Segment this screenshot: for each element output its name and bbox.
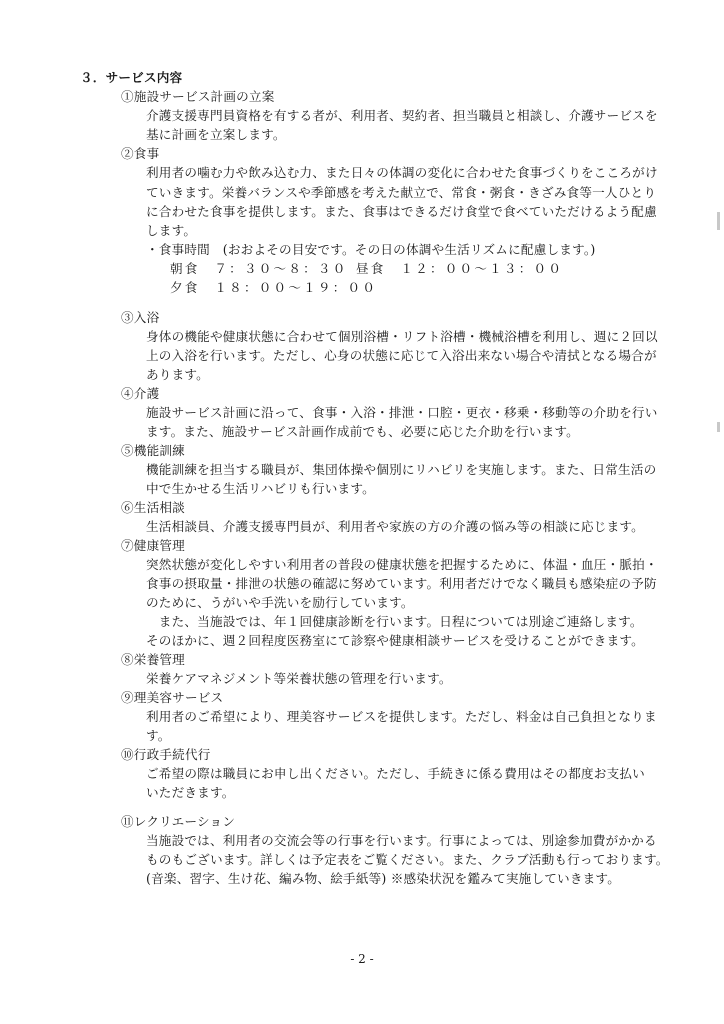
- item-heading-consultation: ⑥生活相談: [121, 500, 185, 515]
- item-text-line: す。: [146, 728, 171, 743]
- item-text-line: いただきます。: [146, 785, 235, 800]
- item-text-line: のために、うがいや手洗いを励行しています。: [146, 595, 414, 610]
- item-text-line: 利用者のご希望により、理美容サービスを提供します。ただし、料金は自己負担となりま: [146, 709, 657, 724]
- item-text-line: 栄養ケアマネジメント等栄養状態の管理を行います。: [146, 671, 452, 686]
- scan-artifact: [717, 422, 720, 432]
- item-text-line: (音楽、習字、生け花、編み物、絵手紙等) ※感染状況を鑑みて実施していきます。: [146, 871, 620, 886]
- breakfast-time: 朝食 ７：３０～８：３０: [170, 261, 348, 276]
- item-text-line: 当施設では、利用者の交流会等の行事を行います。行事によっては、別途参加費がかかる: [146, 833, 657, 848]
- item-text-line: します。: [146, 223, 197, 238]
- item-text-line: 生活相談員、介護支援専門員が、利用者や家族の方の介護の悩み等の相談に応じます。: [146, 519, 644, 534]
- item-text-line: また、当施設では、年１回健康診断を行います。日程については別途ご連絡します。: [146, 614, 643, 629]
- page-number: - 2 -: [350, 952, 374, 966]
- item-heading-admin: ⑩行政手続代行: [121, 747, 211, 762]
- item-text-line: ものもございます。詳しくは予定表をご覧ください。また、クラブ活動も行っております。: [146, 852, 669, 867]
- item-text-line: ご希望の際は職員にお申し出ください。ただし、手続きに係る費用はその都度お支払い: [146, 766, 645, 781]
- item-heading-bath: ③入浴: [121, 310, 160, 325]
- item-text-line: に合わせた食事を提供します。また、食事はできるだけ食堂で食べていただけるよう配慮: [146, 204, 657, 219]
- section-title: ３．サービス内容: [80, 70, 183, 85]
- item-text-line: 基に計画を立案します。: [146, 127, 286, 142]
- lunch-time: 昼食 １２：００～１３：００: [356, 261, 564, 276]
- item-heading-training: ⑤機能訓練: [121, 443, 185, 458]
- item-heading-barber: ⑨理美容サービス: [121, 690, 224, 705]
- item-heading-nutrition: ⑧栄養管理: [121, 652, 185, 667]
- item-text-line: 上の入浴を行います。ただし、心身の状態に応じて入浴出来ない場合や清拭となる場合が: [146, 348, 657, 363]
- item-text-line: 突然状態が変化しやすい利用者の普段の健康状態を把握するために、体温・血圧・脈拍・: [146, 557, 658, 572]
- item-text-line: 利用者の噛む力や飲み込む力、また日々の体調の変化に合わせた食事づくりをこころがけ: [146, 165, 658, 180]
- item-text-line: ていきます。栄養バランスや季節感を考えた献立で、常食・粥食・きざみ食等一人ひとり: [146, 185, 657, 200]
- item-text-line: 機能訓練を担当する職員が、集団体操や個別にリハビリを実施します。また、日常生活の: [146, 462, 657, 477]
- item-text-line: 施設サービス計画に沿って、食事・入浴・排泄・口腔・更衣・移乗・移動等の介助を行い: [146, 405, 658, 420]
- item-text-line: ます。また、施設サービス計画作成前でも、必要に応じた介助を行います。: [146, 424, 579, 439]
- scan-artifact: [717, 212, 720, 230]
- item-heading-health: ⑦健康管理: [121, 538, 185, 553]
- item-text-line: あります。: [146, 367, 209, 382]
- item-text-line: そのほかに、週２回程度医務室にて診察や健康相談サービスを受けることができます。: [146, 633, 644, 648]
- item-heading-plan: ①施設サービス計画の立案: [121, 89, 275, 104]
- item-text-line: 食事の摂取量・排泄の状態の確認に努めています。利用者だけでなく職員も感染症の予防: [146, 576, 657, 591]
- item-text-line: 中で生かせる生活リハビリも行います。: [146, 481, 375, 496]
- dinner-time: 夕食 １８：００～１９：００: [170, 280, 378, 295]
- item-heading-meal: ②食事: [121, 146, 160, 161]
- item-heading-care: ④介護: [121, 386, 160, 401]
- meal-time-note: ・食事時間 (おおよその目安です。その日の体調や生活リズムに配慮します。): [146, 242, 596, 257]
- item-text-line: 介護支援専門員資格を有する者が、利用者、契約者、担当職員と相談し、介護サービスを: [146, 108, 658, 123]
- item-text-line: 身体の機能や健康状態に合わせて個別浴槽・リフト浴槽・機械浴槽を利用し、週に２回以: [146, 329, 658, 344]
- item-heading-recreation: ⑪レクリエーション: [121, 814, 236, 829]
